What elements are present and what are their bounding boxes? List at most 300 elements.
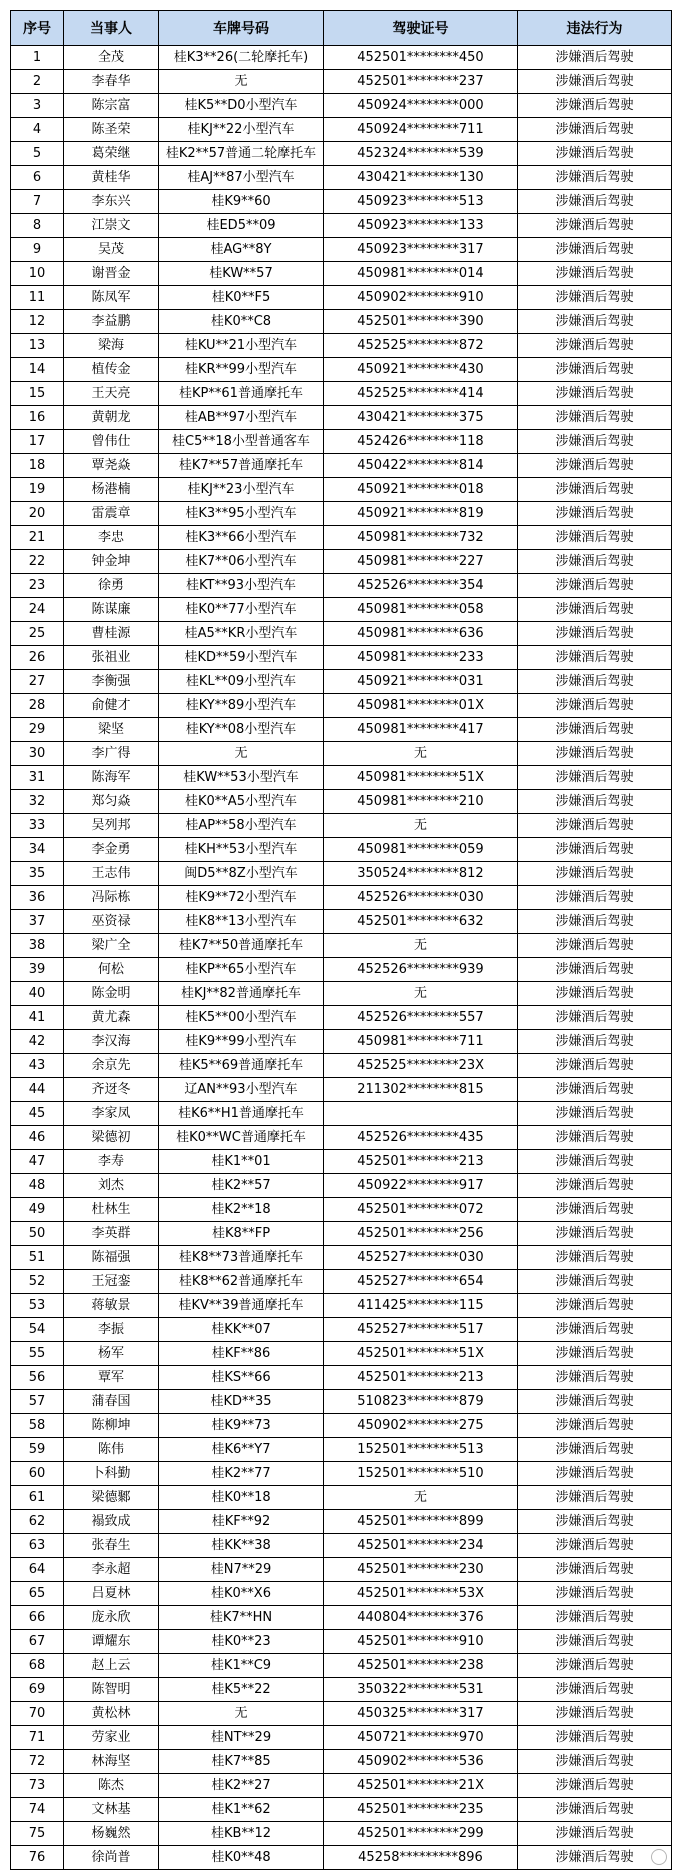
cell-license: 450981********51X [324,766,518,790]
cell-index: 59 [11,1438,64,1462]
header-row [11,11,672,46]
cell-index: 41 [11,1006,64,1030]
cell-plate: 桂K2**18 [159,1198,324,1222]
cell-index: 4 [11,118,64,142]
cell-violation: 涉嫌酒后驾驶 [518,1822,672,1846]
cell-plate: 桂KY**89小型汽车 [159,694,324,718]
cell-index: 73 [11,1774,64,1798]
cell-party: 钟金坤 [64,550,159,574]
table-row [11,838,672,862]
cell-index: 10 [11,262,64,286]
cell-plate: 桂KJ**22小型汽车 [159,118,324,142]
table-row [11,118,672,142]
table-row [11,742,672,766]
cell-violation: 涉嫌酒后驾驶 [518,934,672,958]
cell-violation: 涉嫌酒后驾驶 [518,118,672,142]
cell-party: 陈柳坤 [64,1414,159,1438]
cell-index: 51 [11,1246,64,1270]
cell-party: 陈金明 [64,982,159,1006]
cell-plate: 桂K0**WC普通摩托车 [159,1126,324,1150]
cell-violation: 涉嫌酒后驾驶 [518,670,672,694]
cell-party: 赵上云 [64,1654,159,1678]
table-row [11,886,672,910]
cell-plate: 桂K1**62 [159,1798,324,1822]
table-row [11,1198,672,1222]
cell-license: 450981********059 [324,838,518,862]
cell-index: 69 [11,1678,64,1702]
cell-violation: 涉嫌酒后驾驶 [518,334,672,358]
cell-plate: 桂K2**27 [159,1774,324,1798]
cell-license: 452501********910 [324,1630,518,1654]
cell-license: 350524********812 [324,862,518,886]
cell-license: 450924********711 [324,118,518,142]
cell-party: 杜林生 [64,1198,159,1222]
cell-violation: 涉嫌酒后驾驶 [518,598,672,622]
cell-party: 何松 [64,958,159,982]
table-row [11,862,672,886]
cell-index: 60 [11,1462,64,1486]
cell-violation: 涉嫌酒后驾驶 [518,1798,672,1822]
cell-plate: 桂K7**85 [159,1750,324,1774]
cell-party: 全茂 [64,46,159,70]
header-cell-license: 驾驶证号 [324,11,518,46]
cell-plate: 桂K7**57普通摩托车 [159,454,324,478]
cell-license: 45258*********896 [324,1846,518,1870]
cell-plate: 桂KV**39普通摩托车 [159,1294,324,1318]
cell-index: 71 [11,1726,64,1750]
cell-license: 450923********133 [324,214,518,238]
cell-index: 46 [11,1126,64,1150]
cell-license: 450981********058 [324,598,518,622]
cell-violation: 涉嫌酒后驾驶 [518,1606,672,1630]
cell-violation: 涉嫌酒后驾驶 [518,166,672,190]
cell-license: 452501********235 [324,1798,518,1822]
cell-license: 452525********872 [324,334,518,358]
cell-violation: 涉嫌酒后驾驶 [518,1222,672,1246]
cell-license: 211302********815 [324,1078,518,1102]
cell-license: 450981********636 [324,622,518,646]
cell-license: 452426********118 [324,430,518,454]
cell-plate: 桂K5**00小型汽车 [159,1006,324,1030]
table-row [11,94,672,118]
cell-index: 16 [11,406,64,430]
cell-plate: 桂K5**D0小型汽车 [159,94,324,118]
table-row [11,1246,672,1270]
cell-index: 29 [11,718,64,742]
header-cell-violation: 违法行为 [518,11,672,46]
table-row [11,1462,672,1486]
cell-violation: 涉嫌酒后驾驶 [518,1342,672,1366]
cell-violation: 涉嫌酒后驾驶 [518,1630,672,1654]
cell-violation: 涉嫌酒后驾驶 [518,622,672,646]
cell-license: 450921********018 [324,478,518,502]
cell-violation: 涉嫌酒后驾驶 [518,1534,672,1558]
table-row [11,502,672,526]
cell-violation: 涉嫌酒后驾驶 [518,1774,672,1798]
cell-violation: 涉嫌酒后驾驶 [518,238,672,262]
cell-violation: 涉嫌酒后驾驶 [518,1366,672,1390]
cell-party: 谢晋金 [64,262,159,286]
table-row [11,1294,672,1318]
cell-plate: 桂KB**12 [159,1822,324,1846]
table-row [11,1126,672,1150]
cell-violation: 涉嫌酒后驾驶 [518,1750,672,1774]
cell-plate: 桂K7**50普通摩托车 [159,934,324,958]
cell-violation: 涉嫌酒后驾驶 [518,1270,672,1294]
cell-license: 452501********450 [324,46,518,70]
table-row [11,382,672,406]
cell-party: 李家凤 [64,1102,159,1126]
cell-index: 8 [11,214,64,238]
cell-plate: 桂KD**35 [159,1390,324,1414]
cell-index: 1 [11,46,64,70]
wechat-account-icon [651,1849,667,1865]
cell-party: 王志伟 [64,862,159,886]
table-row [11,1366,672,1390]
cell-license: 450325********317 [324,1702,518,1726]
cell-license: 452526********557 [324,1006,518,1030]
table-row [11,1582,672,1606]
table-row [11,406,672,430]
cell-index: 55 [11,1342,64,1366]
table-row [11,910,672,934]
cell-party: 冯际栋 [64,886,159,910]
cell-violation: 涉嫌酒后驾驶 [518,1198,672,1222]
cell-violation: 涉嫌酒后驾驶 [518,1678,672,1702]
cell-license: 452526********939 [324,958,518,982]
cell-plate: 桂K7**HN [159,1606,324,1630]
cell-index: 35 [11,862,64,886]
cell-license: 452501********230 [324,1558,518,1582]
table-row [11,1438,672,1462]
cell-index: 40 [11,982,64,1006]
cell-plate: 无 [159,1702,324,1726]
cell-index: 44 [11,1078,64,1102]
cell-index: 70 [11,1702,64,1726]
cell-index: 22 [11,550,64,574]
cell-index: 34 [11,838,64,862]
cell-party: 李汉海 [64,1030,159,1054]
cell-index: 72 [11,1750,64,1774]
cell-license: 450981********711 [324,1030,518,1054]
cell-violation: 涉嫌酒后驾驶 [518,766,672,790]
cell-party: 李寿 [64,1150,159,1174]
cell-license: 452501********632 [324,910,518,934]
cell-index: 24 [11,598,64,622]
cell-violation: 涉嫌酒后驾驶 [518,1126,672,1150]
cell-index: 21 [11,526,64,550]
table-row [11,814,672,838]
cell-index: 19 [11,478,64,502]
watermark [651,1849,667,1865]
cell-plate: 桂A5**KR小型汽车 [159,622,324,646]
cell-plate: 桂K2**57 [159,1174,324,1198]
cell-index: 54 [11,1318,64,1342]
cell-license: 452501********51X [324,1342,518,1366]
cell-party: 陈杰 [64,1774,159,1798]
cell-plate: 桂KF**92 [159,1510,324,1534]
cell-index: 5 [11,142,64,166]
cell-index: 63 [11,1534,64,1558]
cell-plate: 辽AN**93小型汽车 [159,1078,324,1102]
table-row [11,1726,672,1750]
cell-violation: 涉嫌酒后驾驶 [518,574,672,598]
cell-party: 杨巍然 [64,1822,159,1846]
header-cell-index: 序号 [11,11,64,46]
table-row [11,934,672,958]
cell-party: 李忠 [64,526,159,550]
cell-plate: 桂K9**99小型汽车 [159,1030,324,1054]
table-row [11,1822,672,1846]
cell-party: 巫资禄 [64,910,159,934]
cell-index: 48 [11,1174,64,1198]
cell-license: 452501********072 [324,1198,518,1222]
cell-license: 450902********910 [324,286,518,310]
cell-plate: 桂K2**57普通二轮摩托车 [159,142,324,166]
cell-license: 152501********513 [324,1438,518,1462]
cell-plate: 桂AJ**87小型汽车 [159,166,324,190]
cell-party: 褟致成 [64,1510,159,1534]
cell-violation: 涉嫌酒后驾驶 [518,1582,672,1606]
cell-license: 452501********213 [324,1150,518,1174]
cell-license: 450981********210 [324,790,518,814]
cell-party: 雷震章 [64,502,159,526]
cell-party: 黄朝龙 [64,406,159,430]
cell-violation: 涉嫌酒后驾驶 [518,46,672,70]
table-row [11,1390,672,1414]
cell-party: 陈凤军 [64,286,159,310]
table-row [11,1414,672,1438]
cell-plate: 桂KS**66 [159,1366,324,1390]
cell-party: 梁坚 [64,718,159,742]
cell-party: 文林基 [64,1798,159,1822]
cell-party: 陈伟 [64,1438,159,1462]
cell-index: 49 [11,1198,64,1222]
table-row [11,1054,672,1078]
cell-plate: 桂KW**53小型汽车 [159,766,324,790]
table-row [11,1270,672,1294]
cell-index: 36 [11,886,64,910]
cell-license: 452501********390 [324,310,518,334]
header-cell-party: 当事人 [64,11,159,46]
cell-violation: 涉嫌酒后驾驶 [518,550,672,574]
cell-license [324,1102,518,1126]
cell-party: 黄松林 [64,1702,159,1726]
cell-plate: 桂KR**99小型汽车 [159,358,324,382]
cell-index: 61 [11,1486,64,1510]
cell-index: 57 [11,1390,64,1414]
cell-index: 25 [11,622,64,646]
cell-party: 梁德初 [64,1126,159,1150]
cell-party: 曾伟仕 [64,430,159,454]
cell-license: 450924********000 [324,94,518,118]
cell-party: 黄尤森 [64,1006,159,1030]
cell-party: 林海坚 [64,1750,159,1774]
cell-plate: 桂KP**61普通摩托车 [159,382,324,406]
cell-plate: 桂K0**X6 [159,1582,324,1606]
cell-index: 17 [11,430,64,454]
table-row [11,1702,672,1726]
cell-license: 430421********375 [324,406,518,430]
cell-violation: 涉嫌酒后驾驶 [518,886,672,910]
table-row [11,1678,672,1702]
cell-violation: 涉嫌酒后驾驶 [518,1078,672,1102]
cell-plate: 闽D5**8Z小型汽车 [159,862,324,886]
table-row [11,310,672,334]
cell-index: 20 [11,502,64,526]
table-row [11,1006,672,1030]
cell-violation: 涉嫌酒后驾驶 [518,718,672,742]
table-row [11,454,672,478]
cell-party: 李广得 [64,742,159,766]
cell-plate: 无 [159,742,324,766]
cell-violation: 涉嫌酒后驾驶 [518,1006,672,1030]
cell-license: 无 [324,1486,518,1510]
cell-party: 蒋敏景 [64,1294,159,1318]
cell-index: 58 [11,1414,64,1438]
cell-index: 76 [11,1846,64,1870]
cell-index: 32 [11,790,64,814]
cell-index: 18 [11,454,64,478]
cell-violation: 涉嫌酒后驾驶 [518,862,672,886]
cell-plate: 桂K9**60 [159,190,324,214]
cell-party: 余京先 [64,1054,159,1078]
cell-plate: 桂KT**93小型汽车 [159,574,324,598]
cell-plate: 桂K8**73普通摩托车 [159,1246,324,1270]
cell-party: 徐勇 [64,574,159,598]
cell-party: 吴列邦 [64,814,159,838]
cell-party: 王天亮 [64,382,159,406]
cell-violation: 涉嫌酒后驾驶 [518,1702,672,1726]
cell-party: 梁海 [64,334,159,358]
cell-license: 450422********814 [324,454,518,478]
cell-plate: 桂KD**59小型汽车 [159,646,324,670]
cell-plate: 桂K5**69普通摩托车 [159,1054,324,1078]
cell-plate: 桂K0**A5小型汽车 [159,790,324,814]
cell-plate: 桂K3**66小型汽车 [159,526,324,550]
cell-violation: 涉嫌酒后驾驶 [518,790,672,814]
cell-license: 无 [324,814,518,838]
table-row [11,694,672,718]
cell-violation: 涉嫌酒后驾驶 [518,1318,672,1342]
cell-index: 33 [11,814,64,838]
cell-party: 刘杰 [64,1174,159,1198]
header-cell-plate: 车牌号码 [159,11,324,46]
cell-plate: 桂KP**65小型汽车 [159,958,324,982]
table-row [11,670,672,694]
cell-index: 30 [11,742,64,766]
cell-violation: 涉嫌酒后驾驶 [518,646,672,670]
cell-party: 齐迓冬 [64,1078,159,1102]
cell-index: 37 [11,910,64,934]
cell-license: 452501********53X [324,1582,518,1606]
cell-violation: 涉嫌酒后驾驶 [518,1846,672,1870]
table-row [11,1534,672,1558]
table-row [11,958,672,982]
cell-party: 陈宗富 [64,94,159,118]
cell-party: 郑匀焱 [64,790,159,814]
cell-plate: 桂K1**01 [159,1150,324,1174]
cell-plate: 桂KJ**82普通摩托车 [159,982,324,1006]
cell-party: 黄桂华 [64,166,159,190]
cell-plate: 桂KL**09小型汽车 [159,670,324,694]
cell-license: 452501********234 [324,1534,518,1558]
cell-index: 42 [11,1030,64,1054]
cell-violation: 涉嫌酒后驾驶 [518,1558,672,1582]
cell-violation: 涉嫌酒后驾驶 [518,142,672,166]
cell-party: 李金勇 [64,838,159,862]
table-row [11,1342,672,1366]
cell-index: 66 [11,1606,64,1630]
cell-plate: 无 [159,70,324,94]
cell-plate: 桂KU**21小型汽车 [159,334,324,358]
cell-license: 452525********414 [324,382,518,406]
cell-license: 452501********237 [324,70,518,94]
cell-index: 67 [11,1630,64,1654]
table-row [11,358,672,382]
cell-party: 庞永欣 [64,1606,159,1630]
cell-index: 15 [11,382,64,406]
cell-violation: 涉嫌酒后驾驶 [518,382,672,406]
table-row [11,1798,672,1822]
cell-license: 350322********531 [324,1678,518,1702]
cell-license: 450981********417 [324,718,518,742]
cell-index: 53 [11,1294,64,1318]
cell-index: 43 [11,1054,64,1078]
cell-plate: 桂K3**26(二轮摩托车) [159,46,324,70]
cell-violation: 涉嫌酒后驾驶 [518,478,672,502]
cell-license: 152501********510 [324,1462,518,1486]
cell-license: 450981********01X [324,694,518,718]
cell-license: 452527********654 [324,1270,518,1294]
cell-plate: 桂AG**8Y [159,238,324,262]
cell-index: 2 [11,70,64,94]
cell-violation: 涉嫌酒后驾驶 [518,1486,672,1510]
cell-violation: 涉嫌酒后驾驶 [518,1246,672,1270]
table-row [11,1174,672,1198]
cell-index: 64 [11,1558,64,1582]
cell-party: 陈谋廉 [64,598,159,622]
cell-violation: 涉嫌酒后驾驶 [518,1726,672,1750]
cell-plate: 桂AB**97小型汽车 [159,406,324,430]
cell-party: 陈智明 [64,1678,159,1702]
cell-license: 452526********354 [324,574,518,598]
cell-plate: 桂KY**08小型汽车 [159,718,324,742]
table-row [11,1750,672,1774]
cell-party: 李益鹏 [64,310,159,334]
cell-violation: 涉嫌酒后驾驶 [518,1054,672,1078]
table-row [11,1102,672,1126]
cell-license: 450921********819 [324,502,518,526]
cell-index: 31 [11,766,64,790]
cell-license: 450981********227 [324,550,518,574]
cell-license: 452526********030 [324,886,518,910]
cell-party: 蒲春国 [64,1390,159,1414]
cell-violation: 涉嫌酒后驾驶 [518,1438,672,1462]
cell-violation: 涉嫌酒后驾驶 [518,814,672,838]
cell-violation: 涉嫌酒后驾驶 [518,982,672,1006]
table-row [11,1630,672,1654]
cell-party: 张春生 [64,1534,159,1558]
cell-violation: 涉嫌酒后驾驶 [518,454,672,478]
cell-index: 50 [11,1222,64,1246]
cell-violation: 涉嫌酒后驾驶 [518,430,672,454]
cell-index: 3 [11,94,64,118]
cell-license: 450921********031 [324,670,518,694]
table-row [11,598,672,622]
table-row [11,1486,672,1510]
cell-plate: 桂KH**53小型汽车 [159,838,324,862]
